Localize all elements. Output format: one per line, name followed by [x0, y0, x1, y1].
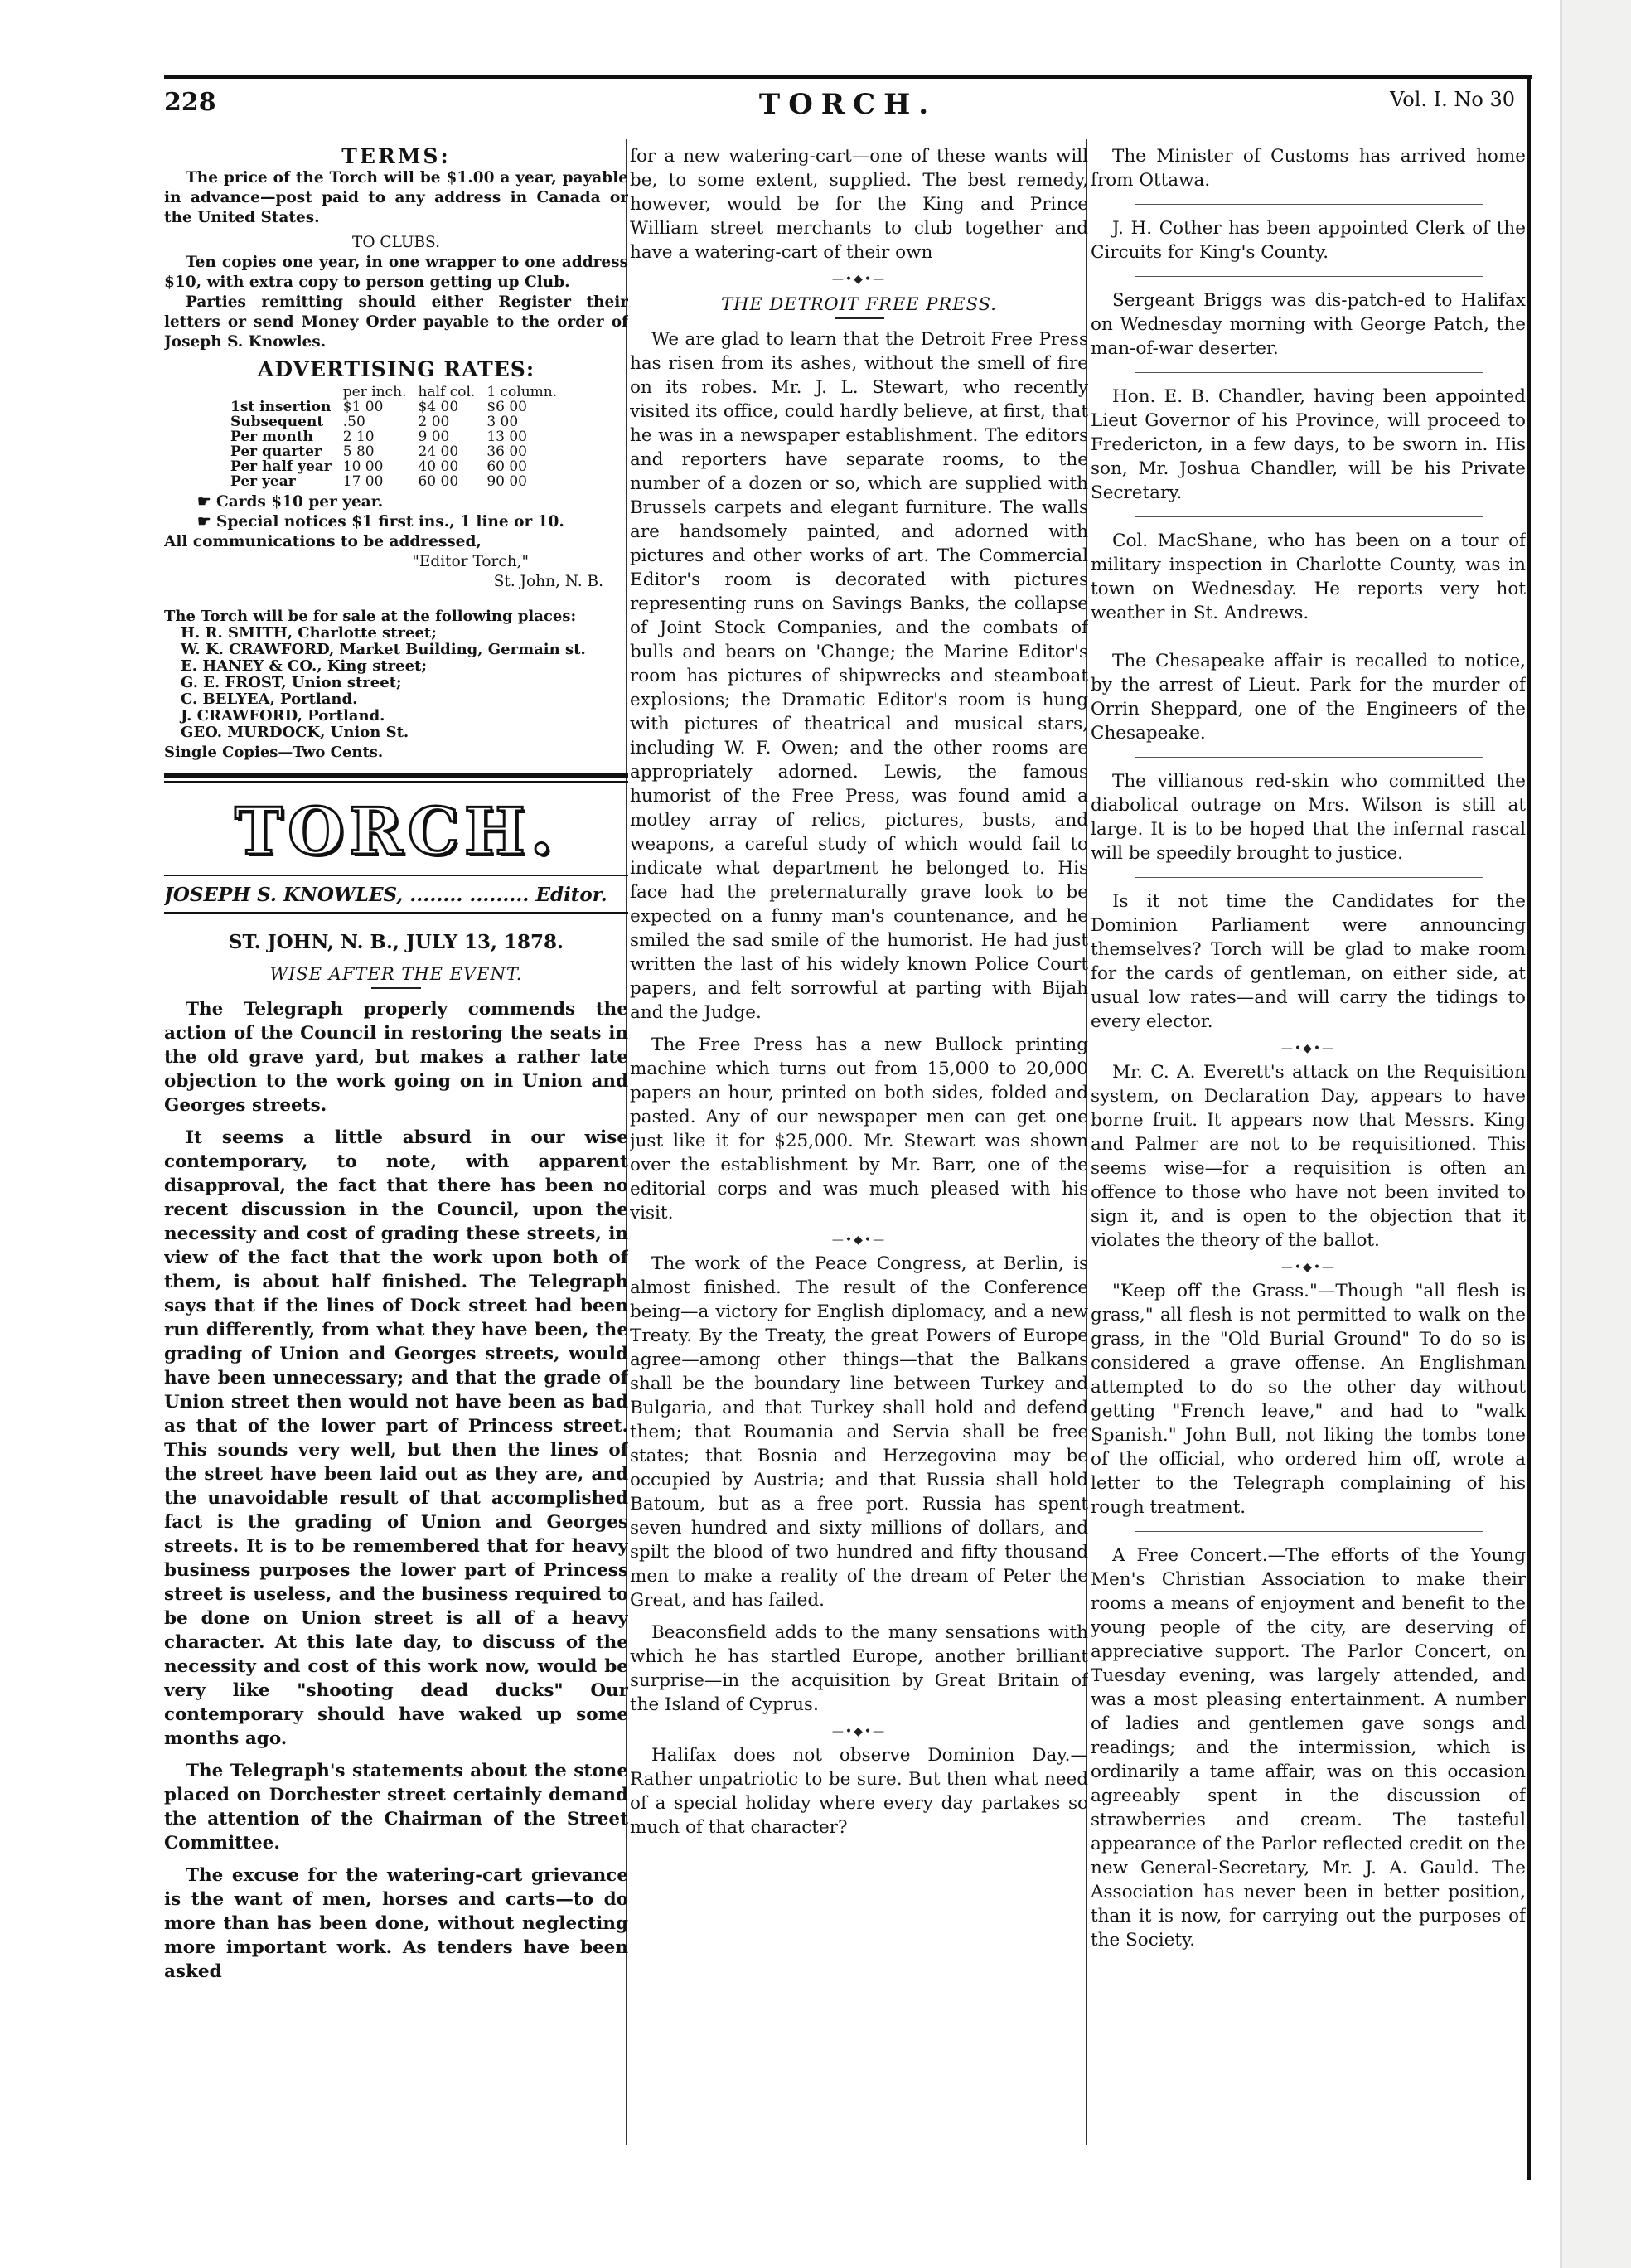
rates-cell: 40 00	[418, 458, 459, 475]
page-number: 228	[164, 88, 216, 117]
article-paragraph: The Telegraph properly commends the action of the Council in restoring the seats in the old grave yard, but makes a rather late objection to the work going on in Union and Georges streets.	[164, 999, 628, 1116]
rates-row	[230, 459, 569, 474]
rates-cell: 3 00	[486, 414, 519, 430]
editor-line	[164, 883, 628, 907]
news-item: Mr. C. A. Everett's attack on the Requisition system, on Declaration Day, appears to have borne fruit. It appears now that Messrs. King and Palmer are not to be requisitioned. This seems wise—for a requisition is often an offence to those who have not been invited to sign it, and is open to the objection that it violates the theory of the ballot.	[1091, 1062, 1526, 1251]
beaconsfield-paragraph: Beaconsfield adds to the many sensations with which he has startled Europe, another brilliant surprise—in the acquisition by Great Britain of the Island of Cyprus.	[630, 1622, 1088, 1715]
rates-cell: 13 00	[486, 429, 527, 445]
rates-cell: Per month	[230, 429, 313, 445]
top-rule	[164, 75, 1532, 79]
item-separator	[1135, 276, 1483, 277]
item-separator	[1135, 204, 1483, 205]
agent-item: GEO. MURDOCK, Union St.	[181, 724, 409, 741]
rates-header-cell	[230, 385, 343, 400]
running-masthead: TORCH.	[758, 88, 937, 121]
rates-cell: 1st insertion	[230, 399, 332, 415]
cards-note: ☛ Cards $10 per year.	[197, 493, 384, 511]
rates-cell: .50	[342, 414, 365, 430]
rates-cell: $4 00	[418, 399, 459, 415]
rates-cell: $1 00	[342, 399, 384, 415]
newspaper-page	[164, 75, 1532, 2180]
article-paragraph: We are glad to learn that the Detroit Free Press has risen from its ashes, without the smell of fire on its robes. Mr. J. L. Stewart, who recently visited its office, could hardly believe, at first, that he was in a newspaper establishment. The editors and reporters have separate rooms, to the number of a dozen or so, which are supplied with Brussels carpets and elegant furniture. The walls are handsomely painted, and adorned with pictures and other works of art. The Commercial Editor's room is decorated with pictures representing runs on Savings Banks, the collapse of Joint Stock Companies, and the combats of bulls and bears on 'Change; the Marine Editor's room has pictures of shipwrecks and steamboat explosions; the Dramatic Editor's room is hung with pictures of theatrical and musical stars, including W. F. Owen; and the other rooms are appropriately adorned. Lewis, the famous humorist of the Free Press, was found amid a motley array of relics, pictures, busts, and weapons, a careful study of which would fail to indicate what department he belonged to. His face had the preternaturally grave look to be expected on a funny man's countenance, and he smiled the sad smile of the humorist. He had just written the last of his widely known Police Court papers, and felt sorrowful at parting with Bijah and the Judge.	[630, 329, 1088, 1023]
main-masthead-logo: TORCH.	[235, 794, 558, 870]
title-rule	[371, 987, 421, 989]
news-item: A Free Concert.—The efforts of the Young Men's Christian Association to make their rooms a means of enjoyment and benefit to the young people of the city, are deserving of appreciative support. The Parlor Concert, on Tuesday evening, was largely attended, and was a most pleasing entertainment. A number of ladies and gentlemen gave songs and readings; and the intermission, which is ordinarily a tame affair, was on this occasion agreeably spent in the discussion of strawberries and cream. The tasteful appearance of the Parlor reflected credit on the new General-Secretary, Mr. J. A. Gauld. The Association has never been in better position, than it is now, for carrying out the purposes of the Society.	[1091, 1545, 1526, 1951]
rates-cell: 90 00	[486, 473, 527, 490]
continued-paragraph: for a new watering-cart—one of these wants will be, to some extent, supplied. The best remedy, however, would be for the King and Prince William street merchants to club together and have a watering-cart of their own	[630, 146, 1088, 263]
article-paragraph: The excuse for the watering-cart grievance is the want of men, horses and carts—to do more than has been done, without neglecting more important work. As tenders have been asked	[164, 1865, 628, 1982]
volume-number: Vol. I. No 30	[1390, 88, 1515, 111]
news-item: Hon. E. B. Chandler, having been appointed Lieut Governor of his Province, will proceed to Fredericton, in a few days, to be sworn in. His son, Mr. Joshua Chandler, will be his Private Secretary.	[1091, 386, 1526, 503]
peace-congress-paragraph: The work of the Peace Congress, at Berlin, is almost finished. The result of the Conference being—a victory for English diplomacy, and a new Treaty. By the Treaty, the great Powers of Europe agree—among other things—that the Balkans shall be the boundary line between Turkey and Bulgaria, and that Turkey shall hold and defend them; that Roumania and Servia shall be free states; that Bosnia and Herzegovina may be occupied by Austria; and that Russia shall hold Batoum, but as a free port. Russia has spent seven hundred and sixty millions of dollars, and spilt the blood of two hundred and fifty thousand men to make a reality of the dream of Peter the Great, and has failed.	[630, 1253, 1088, 1611]
rates-cell: 2 10	[342, 429, 375, 445]
rates-cell: Subsequent	[230, 414, 324, 430]
rates-cell: 10 00	[342, 458, 384, 475]
item-separator	[1135, 372, 1483, 373]
article-title: WISE AFTER THE EVENT.	[269, 964, 523, 984]
separator-ornament: —•◆•—	[831, 1233, 887, 1247]
news-item: The villianous red-skin who committed the diabolical outrage on Mrs. Wilson is still at large. It is to be hoped that the infernal rascal will be speedily brought to justice.	[1091, 771, 1526, 864]
article-paragraph: The Telegraph's statements about the stone placed on Dorchester street certainly demand the attention of the Chairman of the Street Committee.	[164, 1761, 628, 1854]
item-separator	[1135, 516, 1483, 517]
rates-cell: 60 00	[418, 473, 459, 490]
title-rule	[835, 317, 884, 319]
separator-ornament: —•◆•—	[831, 1725, 887, 1738]
rates-cell: 36 00	[486, 443, 527, 460]
agent-item: H. R. SMITH, Charlotte street;	[181, 624, 437, 642]
masthead-underline	[164, 875, 628, 876]
rates-cell: Per quarter	[230, 443, 322, 460]
masthead-rule-thick	[164, 773, 628, 778]
communications-note: All communications to be addressed,	[164, 533, 482, 550]
detroit-article-title: THE DETROIT FREE PRESS.	[721, 294, 997, 314]
news-item: The Chesapeake affair is recalled to notice, by the arrest of Lieut. Park for the murder of Orrin Sheppard, one of the Engineers of the Chesapeake.	[1091, 651, 1526, 744]
facing-page-edge	[1562, 0, 1631, 2268]
rates-cell: 2 00	[418, 414, 450, 430]
separator-ornament: —•◆•—	[1280, 1042, 1336, 1055]
column-2	[630, 144, 1088, 2134]
agent-item: W. K. CRAWFORD, Market Building, Germain st.	[181, 641, 586, 658]
news-item: Col. MacShane, who has been on a tour of military inspection in Charlotte County, was in town on Wednesday. He reports very hot weather in St. Andrews.	[1091, 531, 1526, 623]
article-paragraph: The Free Press has a new Bullock printing machine which turns out from 15,000 to 20,000 papers an hour, printed on both sides, folded and pasted. Any of our newspaper men can get one just like it for $25,000. Mr. Stewart was shown over the establishment by Mr. Barr, one of the editorial corps and was much pleased with his visit.	[630, 1035, 1088, 1224]
separator-ornament: —•◆•—	[831, 273, 887, 286]
item-separator	[1135, 1531, 1483, 1532]
news-item: "Keep off the Grass."—Though "all flesh is grass," all flesh is not permitted to walk on the grass, in the "Old Burial Ground" To do so is considered a grave offense. An Englishman attempted to do so the other day without getting "French leave," and had to "walk Spanish." John Bull, not liking the tombs tone of the official, who ordered him off, wrote a letter to the Telegraph complaining of his rough treatment.	[1091, 1281, 1526, 1518]
address-line-2: St. John, N. B.	[493, 573, 603, 590]
article-paragraph: It seems a little absurd in our wise contemporary, to note, with apparent disapproval, the fact that there has been no recent discussion in the Council, upon the necessity and cost of grading these streets, in view of the fact that the work upon both of them, is about half finished. The Telegraph says that if the lines of Dock street had been run differently, from what they have been, the grading of Union and Georges streets, would have been unnecessary; and that the grade of Union street then would not have been as bad as that of the lower part of Princess street. This sounds very well, but then the lines of the street have been laid out as they are, and the unavoidable result of that accomplished fact is the grading of Union and Georges streets. It is to be remembered that for heavy business purposes the lower part of Princess street is useless, and the business required to be done on Union street is all of a heavy character. At this late day, to discuss of the necessity and cost of this work now, would be very like "shooting dead ducks" Our contemporary should have waked up some months ago.	[164, 1127, 628, 1749]
masthead-rule-thin	[164, 781, 628, 783]
advertising-rates-title: ADVERTISING RATES:	[257, 357, 535, 381]
editor-dots: ........ .........	[409, 884, 530, 906]
rates-header-cell: 1 column.	[486, 384, 558, 400]
rates-cell: 60 00	[486, 458, 527, 475]
news-item: J. H. Cother has been appointed Clerk of the Circuits for King's County.	[1091, 218, 1526, 263]
clubs-text-2: Parties remitting should either Register their letters or send Money Order payable to the order of Joseph S. Knowles.	[164, 293, 628, 351]
rates-header-cell: per inch.	[342, 384, 407, 400]
rates-cell: Per year	[230, 473, 296, 490]
rates-row	[230, 474, 569, 489]
special-notices-note: ☛ Special notices $1 first ins., 1 line or 10.	[197, 513, 564, 531]
editor-underline	[164, 912, 628, 914]
editor-name: JOSEPH S. KNOWLES,	[164, 884, 404, 906]
separator-ornament: —•◆•—	[1280, 1261, 1336, 1274]
agent-item: E. HANEY & CO., King street;	[181, 657, 427, 675]
clubs-text-1: Ten copies one year, in one wrapper to one address $10, with extra copy to person getting up Club.	[164, 254, 628, 291]
agent-item: G. E. FROST, Union street;	[181, 674, 402, 691]
terms-text: The price of the Torch will be $1.00 a year, payable in advance—post paid to any address in Canada or the United States.	[164, 169, 628, 226]
rates-cell: 5 80	[342, 443, 375, 460]
item-separator	[1135, 877, 1483, 878]
halifax-paragraph: Halifax does not observe Dominion Day.—Rather unpatriotic to be sure. But then what need of a special holiday where every day partakes so much of that character?	[630, 1745, 1088, 1838]
rates-header-row	[230, 385, 569, 400]
rates-cell: 17 00	[342, 473, 384, 490]
rates-row	[230, 400, 569, 414]
advertising-rates-table	[230, 385, 569, 489]
single-copies-price: Single Copies—Two Cents.	[164, 744, 384, 761]
address-line-1: "Editor Torch,"	[412, 553, 529, 570]
agent-item: C. BELYEA, Portland.	[181, 691, 358, 708]
rates-row	[230, 444, 569, 459]
rates-row	[230, 429, 569, 444]
rates-row	[230, 414, 569, 429]
rates-cell: Per half year	[230, 458, 332, 475]
right-border	[1527, 75, 1531, 2180]
clubs-title: TO CLUBS.	[352, 234, 440, 251]
dateline: ST. JOHN, N. B., JULY 13, 1878.	[228, 931, 564, 953]
terms-title: TERMS:	[341, 144, 451, 168]
agent-item: J. CRAWFORD, Portland.	[181, 707, 385, 724]
column-1	[164, 144, 628, 2134]
rates-cell: 24 00	[418, 443, 459, 460]
item-separator	[1135, 757, 1483, 758]
rates-header-cell: half col.	[418, 384, 476, 400]
news-item: Is it not time the Candidates for the Dominion Parliament were announcing themselves? Torch will be glad to make room for the cards of gentleman, on either side, at usual low rates—and will carry the tidings to every elector.	[1091, 891, 1526, 1032]
news-item: The Minister of Customs has arrived home from Ottawa.	[1091, 146, 1526, 191]
rates-cell: $6 00	[486, 399, 527, 415]
column-3	[1091, 144, 1526, 2134]
editor-title: Editor.	[535, 884, 607, 906]
agents-intro: The Torch will be for sale at the following places:	[164, 608, 577, 625]
agents-list	[164, 608, 628, 761]
rates-cell: 9 00	[418, 429, 450, 445]
news-item: Sergeant Briggs was dis-patch-ed to Halifax on Wednesday morning with George Patch, the man-of-war deserter.	[1091, 290, 1526, 359]
